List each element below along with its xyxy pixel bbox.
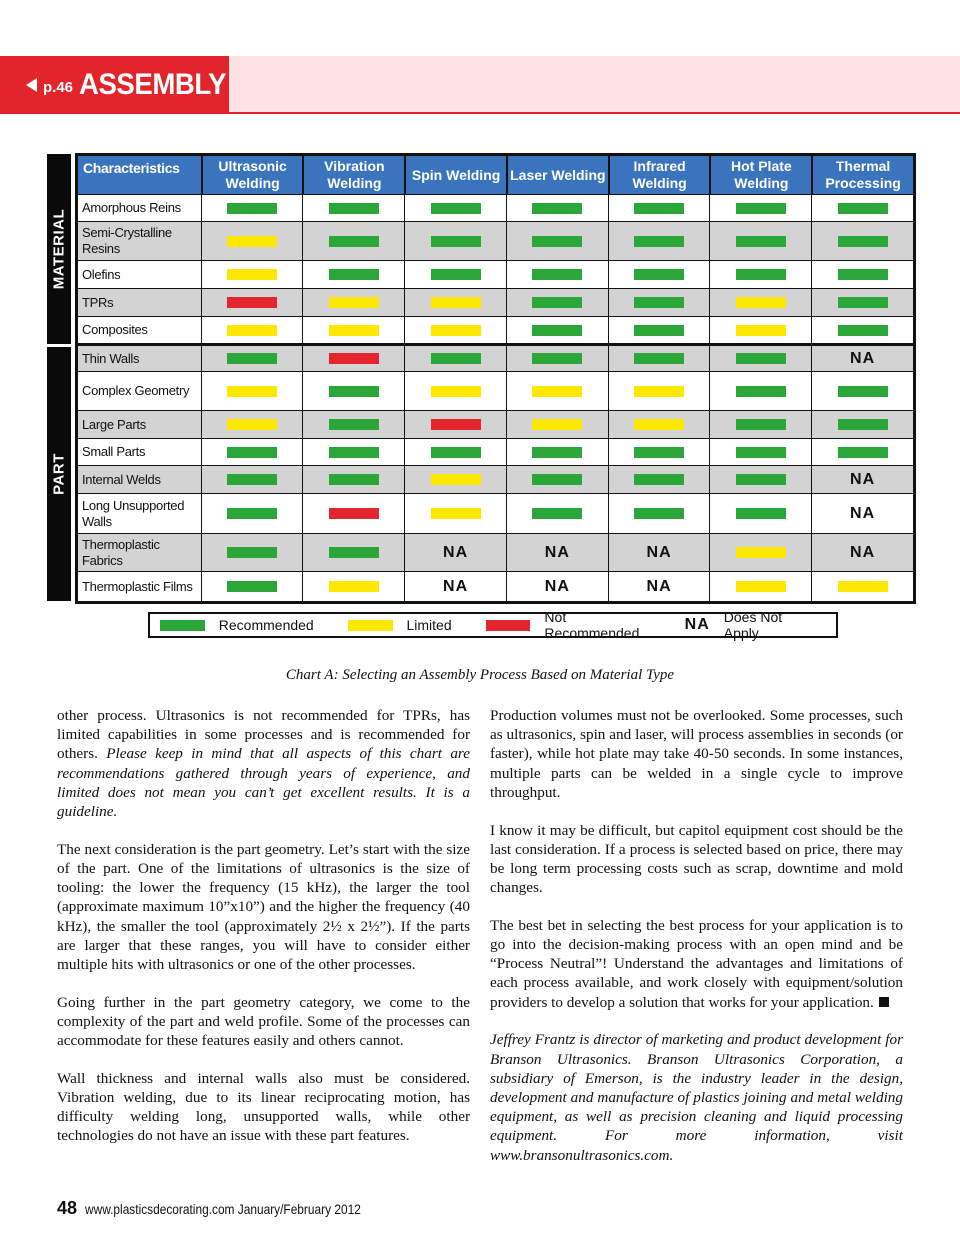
part-group-label: [47, 347, 71, 601]
limited-bar: [736, 297, 786, 308]
paragraph: The next consideration is the part geometry. Let’s start with the size of the part. One of the limitations of ultrasonics is the size of tooling: the lower the frequency (15 kHz), the larger the tool (approximate maximum 10”x10”) and the higher the frequency (40 kHz), the smaller the tool (approximately 2½ x 2½”). If the parts are larger that these ranges, you will have to consider either multiple hits with ultrasonics or one of the other processes.: [57, 840, 470, 973]
recommended-bar: [838, 269, 888, 280]
rating-cell: [811, 494, 913, 533]
rating-cell: [608, 222, 710, 260]
legend-na-label: Does Not Apply: [723, 609, 783, 641]
rating-cell: [201, 346, 303, 371]
column-header: Characteristics: [83, 160, 180, 176]
limited-bar: [634, 419, 684, 430]
paragraph: I know it may be difficult, but capitol equipment cost should be the last consideration. If a process is selected based on price, there may be long term processing costs such as scrap, downtime and mold changes.: [490, 821, 903, 897]
recommended-bar: [532, 325, 582, 336]
rating-cell: [608, 289, 710, 316]
recommended-bar: [634, 325, 684, 336]
rating-cell: [201, 439, 303, 465]
material-group-label: [47, 154, 71, 344]
not-recommended-bar: [227, 297, 277, 308]
rating-cell: [201, 289, 303, 316]
rating-cell: [404, 289, 506, 316]
limited-bar: [634, 386, 684, 397]
recommended-bar: [838, 297, 888, 308]
limited-bar: [227, 269, 277, 280]
recommended-bar: [634, 203, 684, 214]
recommended-bar: [838, 236, 888, 247]
limited-bar: [431, 386, 481, 397]
recommended-bar: [532, 297, 582, 308]
rating-cell: [506, 572, 608, 601]
recommended-bar: [329, 547, 379, 558]
rating-cell: [302, 289, 404, 316]
na-marker: NA: [443, 577, 469, 595]
end-mark-icon: [879, 997, 889, 1007]
rating-cell: [709, 466, 811, 493]
rating-cell: [506, 289, 608, 316]
column-header: Vibration Welding: [302, 156, 404, 194]
legend-limited: Limited: [406, 617, 452, 633]
paragraph: [490, 916, 903, 1012]
recommended-bar: [634, 447, 684, 458]
recommended-bar: [634, 269, 684, 280]
recommended-bar: [736, 386, 786, 397]
rating-cell: [404, 411, 506, 438]
column-header: Hot Plate Welding: [709, 156, 811, 194]
recommended-bar: [227, 547, 277, 558]
rating-cell: [608, 372, 710, 410]
rating-cell: [201, 372, 303, 410]
part-label-text: PART: [50, 453, 68, 495]
rating-cell: [302, 572, 404, 601]
recommended-bar: [227, 203, 277, 214]
rating-cell: [201, 466, 303, 493]
material-label-text: MATERIAL: [50, 208, 68, 290]
legend-red-swatch: [486, 620, 531, 631]
table-row: [78, 465, 913, 493]
na-marker: NA: [850, 470, 876, 488]
rating-cell: [709, 317, 811, 343]
recommended-bar: [329, 236, 379, 247]
legend-na-symbol: NA: [684, 616, 710, 633]
rating-cell: [608, 195, 710, 221]
row-label: Amorphous Reins: [82, 200, 181, 215]
rating-cell: [404, 372, 506, 410]
paragraph: Going further in the part geometry category, we come to the complexity of the part and weld profile. Some of the processes can accommodate for these features easily and others cannot.: [57, 993, 470, 1050]
rating-cell: [709, 534, 811, 571]
rating-cell: [811, 534, 913, 571]
recommended-bar: [838, 203, 888, 214]
limited-bar: [227, 419, 277, 430]
table-row: [78, 343, 913, 371]
rating-cell: [811, 261, 913, 288]
rating-cell: [302, 466, 404, 493]
recommended-bar: [431, 236, 481, 247]
recommended-bar: [736, 474, 786, 485]
rating-cell: [302, 439, 404, 465]
limited-bar: [329, 297, 379, 308]
table-row: [78, 410, 913, 438]
rating-cell: [302, 494, 404, 533]
na-marker: NA: [646, 577, 672, 595]
back-arrow-icon[interactable]: [26, 78, 37, 92]
recommended-bar: [634, 353, 684, 364]
rating-cell: [201, 195, 303, 221]
rating-cell: [709, 346, 811, 371]
rating-cell: [709, 372, 811, 410]
rating-cell: [201, 317, 303, 343]
recommended-bar: [838, 419, 888, 430]
rating-cell: [811, 195, 913, 221]
recommended-bar: [329, 474, 379, 485]
limited-bar: [329, 581, 379, 592]
table-row: [78, 571, 913, 601]
not-recommended-bar: [431, 419, 481, 430]
na-marker: NA: [443, 543, 469, 561]
rating-cell: [506, 222, 608, 260]
table-row: [78, 371, 913, 410]
recommended-bar: [838, 386, 888, 397]
limited-bar: [532, 386, 582, 397]
limited-bar: [532, 419, 582, 430]
rating-cell: [506, 466, 608, 493]
rating-cell: [506, 195, 608, 221]
rating-cell: [404, 222, 506, 260]
rating-cell: [302, 411, 404, 438]
legend-green-swatch: [160, 620, 205, 631]
rating-cell: [302, 372, 404, 410]
row-label: Long Unsupported Walls: [82, 497, 185, 529]
na-marker: NA: [544, 543, 570, 561]
recommended-bar: [329, 447, 379, 458]
recommended-bar: [532, 353, 582, 364]
na-marker: NA: [544, 577, 570, 595]
table-row: [78, 194, 913, 221]
limited-bar: [431, 325, 481, 336]
recommended-bar: [532, 269, 582, 280]
recommended-bar: [736, 447, 786, 458]
table-header-row: [78, 156, 913, 194]
row-label: Complex Geometry: [82, 383, 190, 398]
column-header: Infrared Welding: [608, 156, 710, 194]
rating-cell: [811, 572, 913, 601]
rating-cell: [201, 534, 303, 571]
na-marker: NA: [850, 349, 876, 367]
table-row: [78, 260, 913, 288]
paragraph-text: other process. Ultrasonics is not recommended for TPRs, has limited capabilities in some processes and is recommended for others.: [57, 707, 470, 763]
not-recommended-bar: [329, 508, 379, 519]
row-label: Thermoplastic Films: [82, 578, 193, 594]
rating-cell: [608, 411, 710, 438]
rating-cell: [709, 222, 811, 260]
recommended-bar: [227, 581, 277, 592]
limited-bar: [329, 325, 379, 336]
limited-bar: [736, 581, 786, 592]
rating-cell: [506, 411, 608, 438]
row-label: Thermoplastic Fabrics: [82, 536, 160, 568]
limited-bar: [736, 547, 786, 558]
rating-cell: [608, 494, 710, 533]
rating-cell: [506, 372, 608, 410]
rating-cell: [404, 572, 506, 601]
italic-note: Please keep in mind that all aspects of this chart are recommendations gathered through years of experience, and limited does not mean you can’t get excellent results. It is a guideline.: [57, 745, 470, 821]
rating-cell: [201, 411, 303, 438]
recommended-bar: [532, 447, 582, 458]
limited-bar: [736, 325, 786, 336]
table-row: [78, 438, 913, 465]
column-header: Spin Welding: [404, 156, 506, 194]
rating-cell: [709, 289, 811, 316]
page-number: 48: [57, 1198, 78, 1218]
rating-cell: [404, 195, 506, 221]
rating-cell: [302, 346, 404, 371]
row-label: Large Parts: [82, 416, 146, 432]
rating-cell: [201, 222, 303, 260]
rating-cell: [811, 411, 913, 438]
rating-cell: [302, 222, 404, 260]
section-tab[interactable]: [0, 56, 229, 114]
row-label: Olefins: [82, 266, 121, 282]
row-label: Internal Welds: [82, 471, 161, 487]
recommended-bar: [329, 269, 379, 280]
recommended-bar: [532, 508, 582, 519]
rating-cell: [404, 466, 506, 493]
table-row: [78, 493, 913, 533]
rating-cell: [709, 195, 811, 221]
footer-site-issue[interactable]: www.plasticsdecorating.com January/February 2012: [84, 1201, 361, 1217]
recommended-bar: [736, 236, 786, 247]
rating-cell: [302, 534, 404, 571]
limited-bar: [227, 236, 277, 247]
na-marker: NA: [646, 543, 672, 561]
rating-cell: [404, 346, 506, 371]
rating-cell: [608, 261, 710, 288]
rating-cell: [404, 534, 506, 571]
na-marker: NA: [850, 543, 876, 561]
rating-cell: [404, 317, 506, 343]
recommended-bar: [227, 474, 277, 485]
recommended-bar: [329, 419, 379, 430]
recommended-bar: [532, 203, 582, 214]
row-label: TPRs: [82, 294, 114, 310]
chart-caption: Chart A: Selecting an Assembly Process Based on Material Type: [285, 667, 675, 683]
limited-bar: [838, 581, 888, 592]
rating-cell: [608, 439, 710, 465]
rating-cell: [404, 261, 506, 288]
table-row: [78, 533, 913, 571]
rating-cell: [709, 439, 811, 465]
rating-cell: [506, 439, 608, 465]
limited-bar: [431, 508, 481, 519]
not-recommended-bar: [329, 353, 379, 364]
limited-bar: [227, 325, 277, 336]
table-body: [78, 194, 913, 601]
column-header: Laser Welding: [506, 156, 608, 194]
recommended-bar: [532, 236, 582, 247]
recommended-bar: [736, 203, 786, 214]
legend-recommended: Recommended: [218, 617, 314, 633]
row-label: Thin Walls: [82, 350, 140, 366]
rating-cell: [811, 346, 913, 371]
recommended-bar: [838, 447, 888, 458]
recommended-bar: [431, 203, 481, 214]
limited-bar: [431, 474, 481, 485]
rating-cell: [201, 572, 303, 601]
recommended-bar: [431, 447, 481, 458]
rating-cell: [506, 534, 608, 571]
recommended-bar: [329, 203, 379, 214]
legend-yellow-swatch: [348, 620, 393, 631]
limited-bar: [227, 386, 277, 397]
author-bio: Jeffrey Frantz is director of marketing and product development for Branson Ultrasonics. Branson Ultrasonics Corporation, a subsidiary of Emerson, is the industry leader in the design, development and manufacture of plastics joining and metal welding equipment, as well as precision cleaning and liquid processing equipment. For more information, visit www.bransonultrasonics.com.: [490, 1031, 903, 1164]
rating-cell: [608, 317, 710, 343]
page-reference[interactable]: p.46: [43, 78, 74, 96]
paragraph: Production volumes must not be overlooked. Some processes, such as ultrasonics, spin and laser, will process assemblies in seconds (or faster), while hot plate may take 40-50 seconds. In some instances, multiple parts can be welded in a single cycle to improve throughput.: [490, 707, 903, 801]
paragraph: [57, 706, 470, 821]
rating-cell: [608, 572, 710, 601]
recommended-bar: [227, 447, 277, 458]
rating-cell: [302, 261, 404, 288]
process-selection-table: [75, 153, 916, 604]
rating-cell: [608, 346, 710, 371]
rating-cell: [811, 289, 913, 316]
recommended-bar: [736, 269, 786, 280]
column-header: Ultrasonic Welding: [201, 156, 303, 194]
recommended-bar: [532, 474, 582, 485]
recommended-bar: [227, 353, 277, 364]
article-left-column: [57, 706, 470, 1164]
rating-cell: [811, 466, 913, 493]
rating-cell: [709, 572, 811, 601]
rating-cell: [811, 317, 913, 343]
rating-cell: [302, 195, 404, 221]
recommended-bar: [634, 474, 684, 485]
table-row: [78, 288, 913, 316]
recommended-bar: [736, 508, 786, 519]
page-footer: [57, 1198, 409, 1219]
row-label: Semi-Crystalline Resins: [82, 225, 172, 256]
recommended-bar: [634, 236, 684, 247]
recommended-bar: [634, 297, 684, 308]
recommended-bar: [736, 353, 786, 364]
table-row: [78, 316, 913, 343]
limited-bar: [431, 297, 481, 308]
rating-cell: [506, 346, 608, 371]
rating-cell: [201, 261, 303, 288]
rating-cell: [201, 494, 303, 533]
rating-cell: [608, 466, 710, 493]
paragraph: Wall thickness and internal walls also must be considered. Vibration welding, due to its linear reciprocating motion, has difficulty welding long, unsupported walls, while other technologies do not have an issue with these part features.: [57, 1069, 470, 1145]
recommended-bar: [736, 419, 786, 430]
rating-cell: [506, 317, 608, 343]
recommended-bar: [431, 353, 481, 364]
chart-legend: [148, 609, 838, 641]
rating-cell: [302, 317, 404, 343]
column-header: Thermal Processing: [811, 156, 913, 194]
rating-cell: [506, 261, 608, 288]
recommended-bar: [329, 386, 379, 397]
row-label: Small Parts: [82, 444, 146, 459]
rating-cell: [709, 261, 811, 288]
rating-cell: [404, 439, 506, 465]
rating-cell: [811, 372, 913, 410]
table-row: [78, 221, 913, 260]
recommended-bar: [431, 269, 481, 280]
rating-cell: [404, 494, 506, 533]
paragraph-text: The best bet in selecting the best process for your application is to go into the decision-making process with an open mind and be “Process Neutral”! Understand the advantages and limitations of each process available, and work closely with equipment/solution providers to develop a solution that works for your application.: [490, 916, 903, 1011]
rating-cell: [506, 494, 608, 533]
section-title: ASSEMBLY: [79, 68, 227, 101]
recommended-bar: [838, 325, 888, 336]
article-right-column: [490, 706, 903, 1183]
rating-cell: [811, 222, 913, 260]
recommended-bar: [634, 508, 684, 519]
na-marker: NA: [850, 504, 876, 522]
rating-cell: [709, 494, 811, 533]
rating-cell: [811, 439, 913, 465]
legend-not-recommended: Not Recommended: [544, 609, 640, 641]
rating-cell: [608, 534, 710, 571]
recommended-bar: [227, 508, 277, 519]
row-label: Composites: [82, 322, 148, 337]
rating-cell: [709, 411, 811, 438]
